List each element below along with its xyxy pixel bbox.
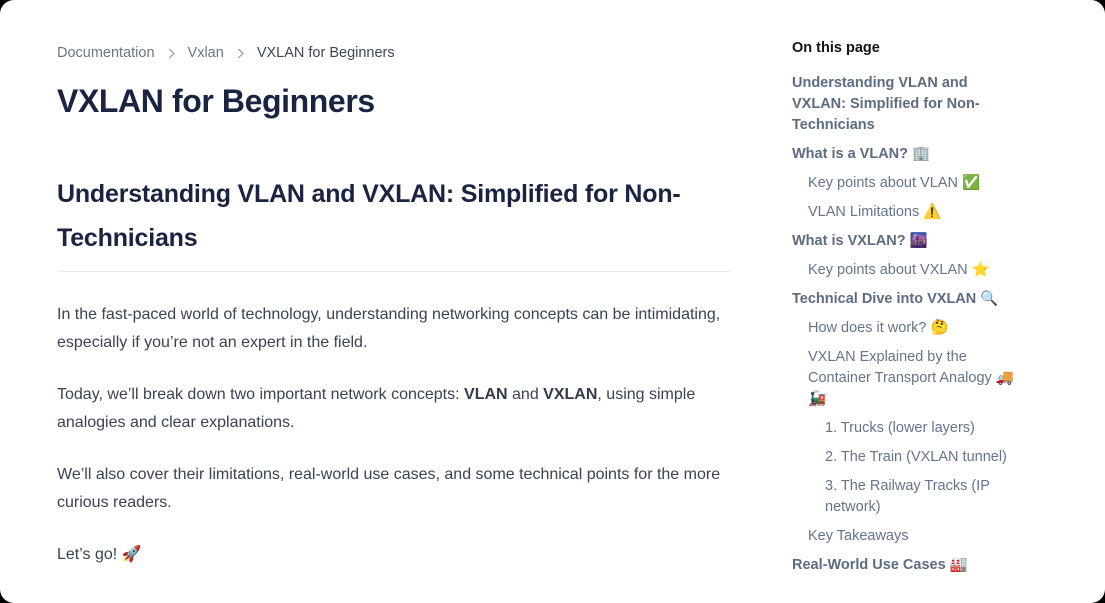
text-run: Today, we’ll break down two important network concepts: — [57, 386, 465, 403]
toc-item — [792, 447, 1024, 468]
toc-item — [792, 555, 1024, 576]
bold-text: VXLAN — [543, 386, 598, 403]
toc-link[interactable]: Key points about VXLAN ⭐ — [808, 262, 990, 278]
toc-item — [792, 526, 1024, 547]
toc-link[interactable]: 2. The Train (VXLAN tunnel) — [825, 449, 1007, 465]
toc-item — [792, 347, 1024, 410]
toc-item — [792, 231, 1024, 252]
toc-link[interactable]: VLAN Limitations ⚠️ — [808, 204, 942, 220]
toc-sidebar — [792, 40, 1024, 584]
breadcrumb-item-vxlan-for-beginners: VXLAN for Beginners — [256, 45, 395, 61]
breadcrumb-item-documentation[interactable]: Documentation — [57, 45, 155, 61]
chevron-right-icon — [233, 46, 248, 61]
toc-link[interactable]: Key points about VLAN ✅ — [808, 175, 981, 191]
toc-item — [792, 260, 1024, 281]
toc-link[interactable]: How does it work? 🤔 — [808, 320, 949, 336]
toc-link[interactable]: What is a VLAN? 🏢 — [792, 146, 931, 162]
text-run: , using simple analogies and clear explanations. — [57, 386, 696, 431]
toc-item — [792, 144, 1024, 165]
text-run: We’ll also cover their limitations, real-world use cases, and some technical points for the more curious readers. — [57, 466, 721, 511]
toc-item — [792, 173, 1024, 194]
toc-link[interactable]: Understanding VLAN and VXLAN: Simplified for Non-Technicians — [792, 75, 980, 133]
toc-link[interactable]: What is VXLAN? 🌆 — [792, 233, 928, 249]
text-run: In the fast-paced world of technology, understanding networking concepts can be intimidating, especially if you’re not an expert in the field. — [57, 306, 721, 351]
toc-link[interactable]: Technical Dive into VXLAN 🔍 — [792, 291, 999, 307]
paragraph — [57, 301, 730, 357]
breadcrumb — [57, 43, 730, 63]
page-title: VXLAN for Beginners — [57, 83, 375, 119]
toc-title: On this page — [792, 40, 880, 56]
article — [57, 43, 730, 593]
section-heading: Understanding VLAN and VXLAN: Simplified for Non-Technicians — [57, 172, 730, 272]
article-body — [57, 301, 730, 569]
toc-link[interactable]: 1. Trucks (lower layers) — [825, 420, 975, 436]
toc-link[interactable]: Key Takeaways — [808, 528, 909, 544]
toc-link[interactable]: Real-World Use Cases 🏭 — [792, 557, 968, 573]
paragraph — [57, 461, 730, 517]
toc-item — [792, 476, 1024, 518]
toc-item — [792, 73, 1024, 136]
toc-link[interactable]: 3. The Railway Tracks (IP network) — [825, 478, 990, 515]
bold-text: VLAN — [464, 386, 508, 403]
toc-item — [792, 418, 1024, 439]
text-run: and — [507, 386, 544, 403]
toc-link[interactable]: VXLAN Explained by the Container Transport Analogy 🚚 🚂 — [808, 349, 1014, 407]
text-run: Let’s go! 🚀 — [57, 546, 142, 563]
chevron-right-icon — [164, 46, 179, 61]
paragraph — [57, 541, 730, 569]
toc-item — [792, 318, 1024, 339]
toc-list — [792, 73, 1024, 576]
paragraph — [57, 381, 730, 437]
toc-item — [792, 289, 1024, 310]
breadcrumb-item-vxlan[interactable]: Vxlan — [187, 45, 224, 61]
toc-item — [792, 202, 1024, 223]
